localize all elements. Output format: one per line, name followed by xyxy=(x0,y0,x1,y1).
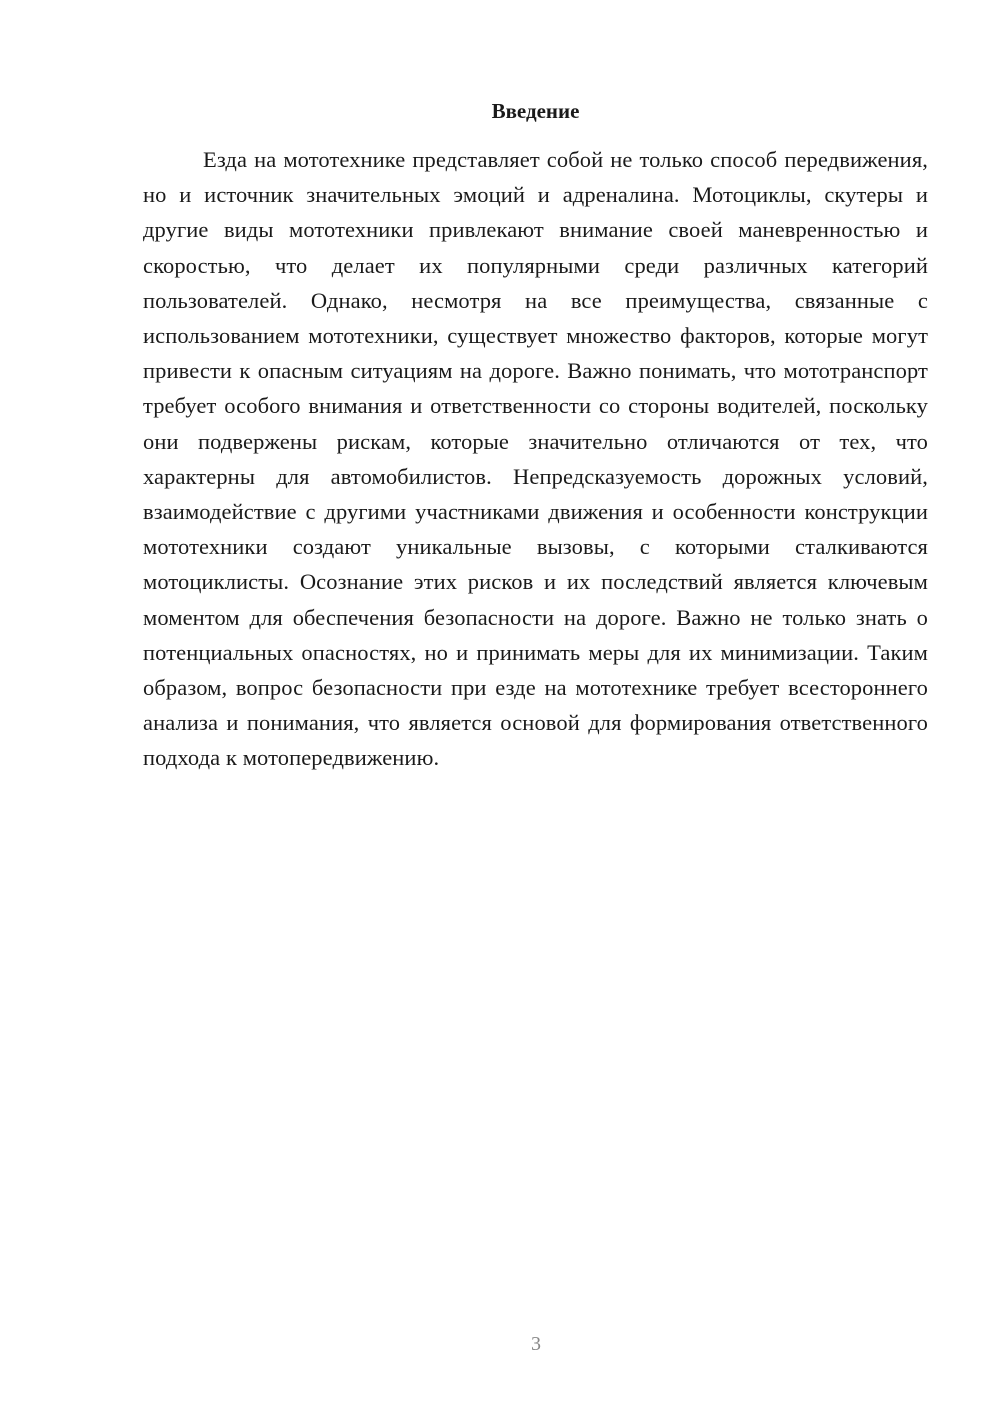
section-title: Введение xyxy=(491,99,580,123)
page-number: 3 xyxy=(531,1333,541,1355)
intro-paragraph: Езда на мототехнике представляет собой не только способ передвижения, но и источник значительных эмоций и адреналина. Мотоциклы, скутеры и другие виды мототехники привлекают внимание своей маневренностью и скоростью, что делает их популярными среди различных категорий пользователей. Однако, несмотря на все преимущества, связанные с использованием мототехники, существует множество факторов, которые могут привести к опасным ситуациям на дороге. Важно понимать, что мототранспорт требует особого внимания и ответственности со стороны водителей, поскольку они подвержены рискам, которые значительно отличаются от тех, что характерны для автомобилистов. Непредсказуемость дорожных условий, взаимодействие с другими участниками движения и особенности конструкции мототехники создают уникальные вызовы, с которыми сталкиваются мотоциклисты. Осознание этих рисков и их последствий является ключевым моментом для обеспечения безопасности на дороге. Важно не только знать о потенциальных опасностях, но и принимать меры для их минимизации. Таким образом, вопрос безопасности при езде на мототехнике требует всестороннего анализа и понимания, что является основой для формирования ответственного подхода к мотопередвижению. xyxy=(143,147,928,771)
